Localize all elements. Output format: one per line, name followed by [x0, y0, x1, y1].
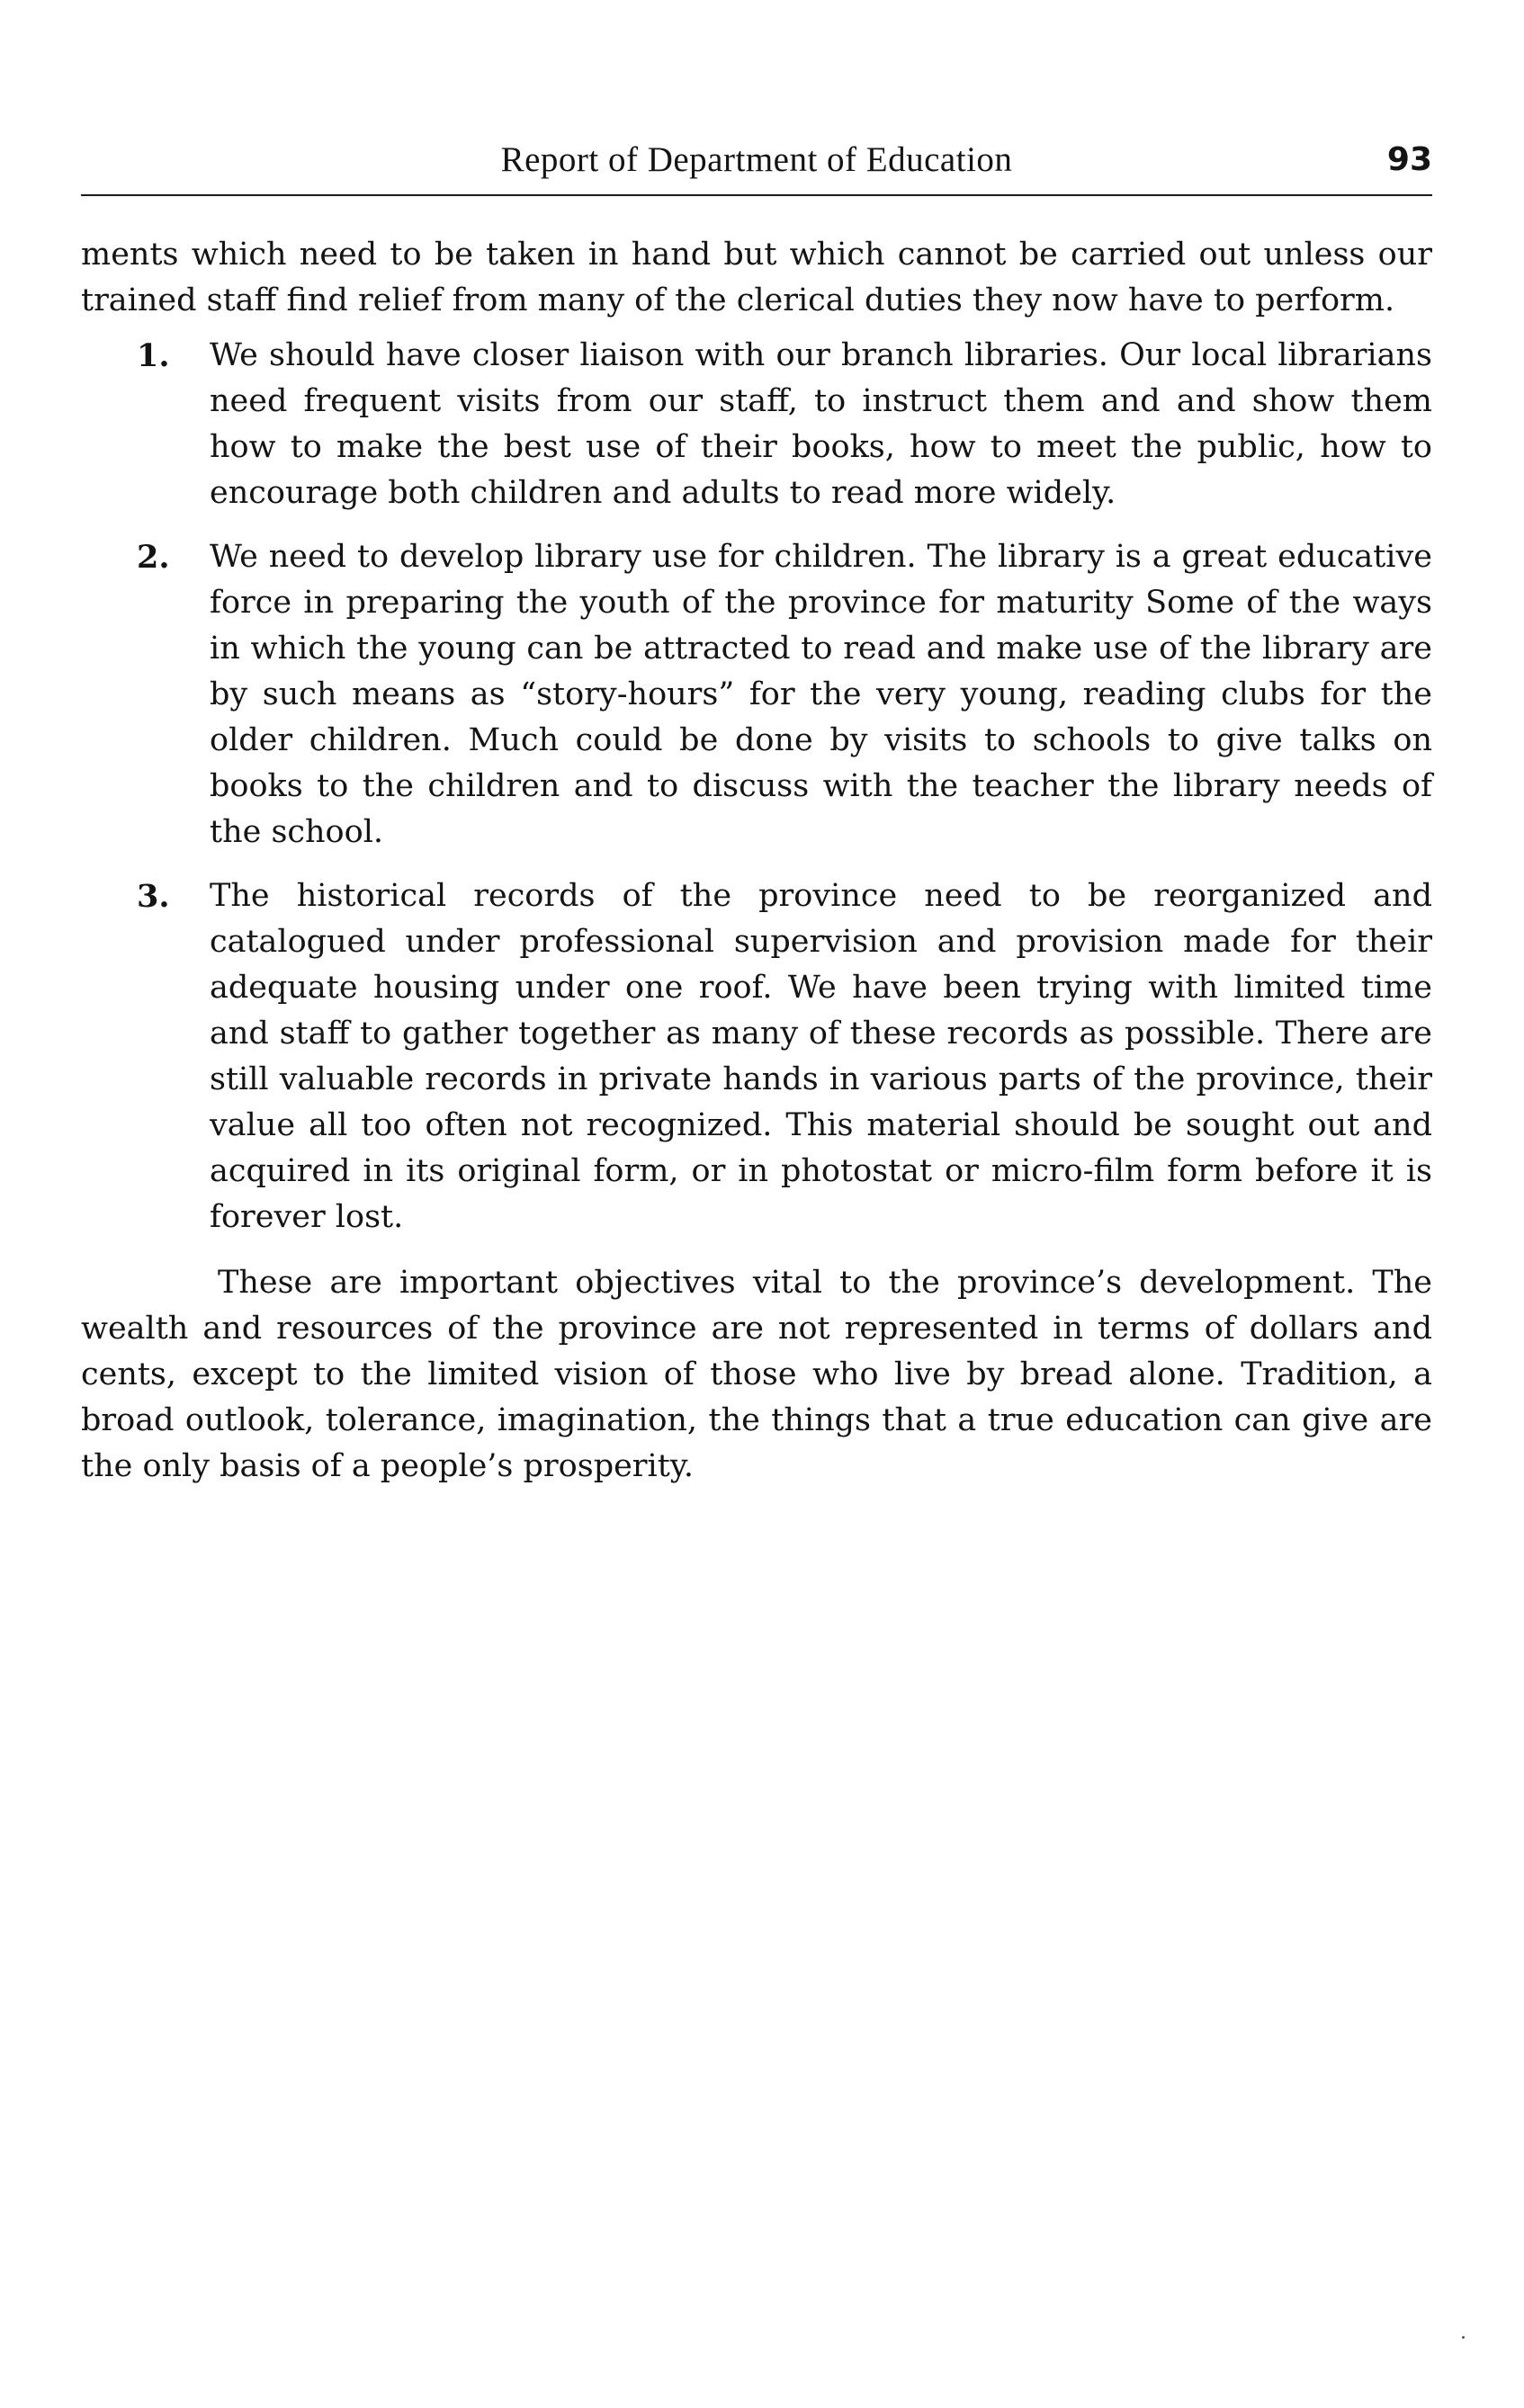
body-text	[81, 232, 1432, 1490]
list-item	[81, 873, 1432, 1240]
objectives-list	[81, 333, 1432, 1240]
scan-speck	[1462, 2336, 1465, 2339]
header-rule	[81, 194, 1432, 196]
list-item-text: The historical records of the province need to be reorganized and catalogued under professional supervision and provision made for their adequate housing under one roof. We have been trying with limited time and staff to gather together as many of these records as possible. There are still valuable records in private hands in various parts of the province, their value all too often not recognized. This material should be sought out and acquired in its original form, or in photostat or micro-film form before it is forever lost.	[210, 878, 1432, 1235]
page-number: 93	[1386, 141, 1432, 178]
closing-paragraph: These are important objectives vital to the province’s development. The wealth and resources of the province are not represented in terms of dollars and cents, except to the limited vision of those who live by bread alone. Tradition, a broad outlook, tolerance, imagination, the things that a true education can give are the only basis of a people’s prosperity.	[81, 1265, 1432, 1484]
intro-paragraph: ments which need to be taken in hand but which cannot be carried out unless our trained staff find relief from many of the clerical duties they now have to perform.	[81, 237, 1432, 318]
list-item-number: 3.	[137, 878, 170, 915]
list-item-text: We need to develop library use for children. The library is a great educative force in preparing the youth of the province for maturity Some of the ways in which the young can be attracted to read and make use of the library are by such means as “story-hours” for the very young, reading clubs for the older children. Much could be done by visits to schools to give talks on books to the children and to discuss with the teacher the library needs of the school.	[210, 539, 1432, 850]
list-item	[81, 534, 1432, 855]
running-head	[81, 135, 1432, 185]
running-title: Report of Department of Education	[500, 140, 1013, 179]
list-item	[81, 333, 1432, 516]
list-item-text: We should have closer liaison with our branch libraries. Our local librarians need frequent visits from our staff, to instruct them and and show them how to make the best use of their books, how to meet the public, how to encourage both children and adults to read more widely.	[210, 337, 1432, 511]
list-item-number: 2.	[137, 539, 170, 576]
list-item-number: 1.	[137, 337, 170, 374]
